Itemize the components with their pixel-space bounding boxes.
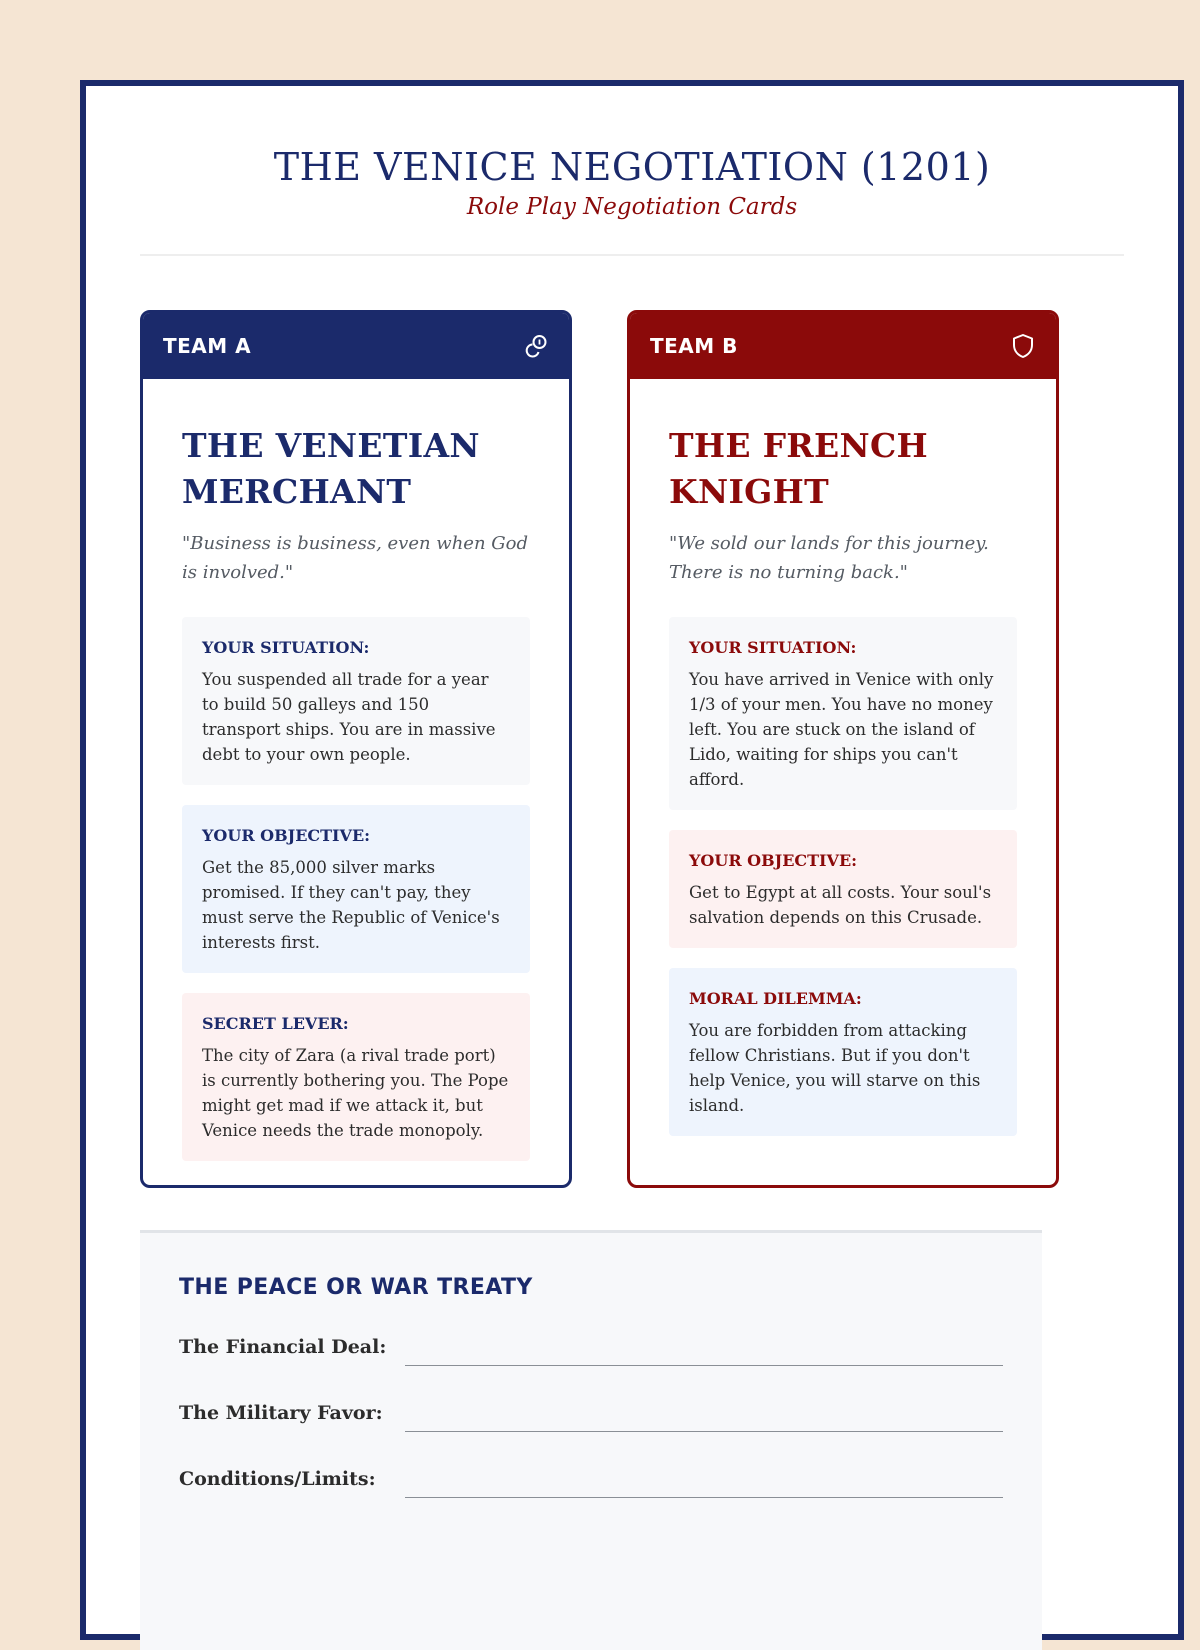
team-a-quote: "Business is business, even when God is involved.": [182, 533, 529, 583]
team-a-role-line2: MERCHANT: [182, 472, 412, 511]
conditions-limits-input[interactable]: [405, 1467, 1003, 1498]
team-a-situation-box: [182, 617, 530, 785]
team-b-card: [627, 310, 1059, 1188]
header-divider: [140, 254, 1124, 256]
conditions-limits-label: Conditions/Limits:: [179, 1468, 376, 1490]
worksheet: [80, 80, 1184, 1640]
team-b-moral-dilemma-text: You are forbidden from attacking fellow Christians. But if you don't help Venice, you will starve on this island.: [689, 1021, 981, 1115]
military-favor-label: The Military Favor:: [179, 1402, 383, 1424]
military-favor-input[interactable]: [405, 1401, 1003, 1432]
team-a-secret-lever-box: [182, 993, 530, 1161]
financial-deal-input[interactable]: [405, 1335, 1003, 1366]
team-a-objective-text: Get the 85,000 silver marks promised. If they can't pay, they must serve the Republic of Venice's interests first.: [202, 858, 500, 952]
team-a-label: TEAM A: [163, 334, 252, 358]
conditions-limits-row: [179, 1462, 1003, 1498]
team-b-objective-title: YOUR OBJECTIVE:: [689, 851, 858, 870]
shield-icon: [1010, 333, 1036, 359]
page-subtitle: Role Play Negotiation Cards: [466, 194, 798, 220]
team-b-quote: "We sold our lands for this journey. There is no turning back.": [669, 533, 989, 583]
treaty-section: [140, 1230, 1042, 1650]
team-b-situation-text: You have arrived in Venice with only 1/3 of your men. You have no money left. You are stuck on the island of Lido, waiting for ships you can't afford.: [689, 670, 994, 789]
team-b-role-title: [669, 423, 1017, 515]
team-a-header: [143, 313, 569, 379]
military-favor-row: [179, 1396, 1003, 1432]
team-b-label: TEAM B: [650, 334, 738, 358]
coins-icon: [523, 333, 549, 359]
team-b-objective-box: [669, 830, 1017, 948]
treaty-title: THE PEACE OR WAR TREATY: [179, 1275, 533, 1300]
team-a-situation-text: You suspended all trade for a year to build 50 galleys and 150 transport ships. You are in massive debt to your own people.: [202, 670, 496, 764]
team-a-secret-lever-text: The city of Zara (a rival trade port) is currently bothering you. The Pope might get mad if we attack it, but Venice needs the trade monopoly.: [202, 1046, 509, 1140]
page-title: THE VENICE NEGOTIATION (1201): [273, 145, 991, 189]
team-b-moral-dilemma-box: [669, 968, 1017, 1136]
financial-deal-row: [179, 1330, 1003, 1366]
team-b-moral-dilemma-title: MORAL DILEMMA:: [689, 989, 862, 1008]
team-a-situation-title: YOUR SITUATION:: [202, 638, 370, 657]
team-a-role-title: [182, 423, 530, 515]
team-a-role-line1: THE VENETIAN: [182, 426, 480, 465]
team-b-objective-text: Get to Egypt at all costs. Your soul's salvation depends on this Crusade.: [689, 883, 992, 927]
team-b-header: [630, 313, 1056, 379]
team-b-role-line1: THE FRENCH: [669, 426, 928, 465]
team-a-objective-title: YOUR OBJECTIVE:: [202, 826, 371, 845]
team-a-objective-box: [182, 805, 530, 973]
team-b-situation-box: [669, 617, 1017, 810]
page-header: [86, 86, 1178, 222]
team-a-card: [140, 310, 572, 1188]
team-b-role-line2: KNIGHT: [669, 472, 830, 511]
financial-deal-label: The Financial Deal:: [179, 1336, 387, 1358]
team-a-secret-lever-title: SECRET LEVER:: [202, 1014, 349, 1033]
team-b-situation-title: YOUR SITUATION:: [689, 638, 857, 657]
